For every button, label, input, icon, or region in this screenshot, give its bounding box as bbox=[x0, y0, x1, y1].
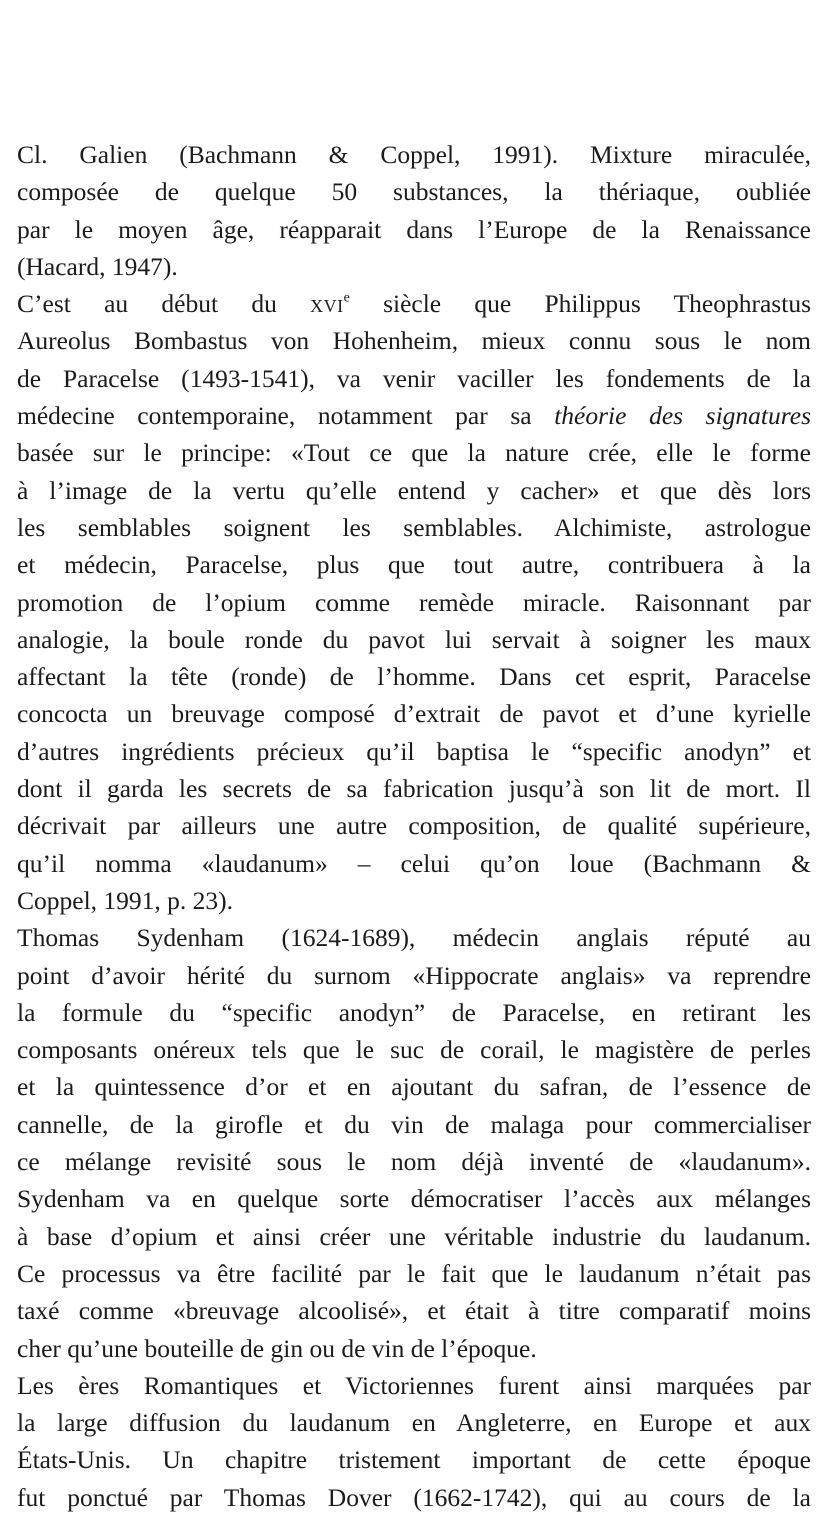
text-line: qu’il nomma «laudanum» – celui qu’on loue (Bachmann & bbox=[17, 848, 811, 878]
text-line: les semblables soignent les semblables. Alchimiste, astrologue bbox=[17, 512, 811, 542]
text-line: Sydenham va en quelque sorte démocratiser l’accès aux mélanges bbox=[17, 1184, 811, 1214]
text-fragment: siècle que Philippus Theophrastus bbox=[349, 289, 811, 319]
text-line: promotion de l’opium comme remède miracle. Raisonnant par bbox=[17, 587, 811, 617]
text-fragment: C’est au début du bbox=[17, 289, 311, 319]
text-line: Cl. Galien (Bachmann & Coppel, 1991). Mixture miraculée, bbox=[17, 140, 811, 169]
text-line: (Hacard, 1947). bbox=[17, 251, 178, 281]
paragraph-paracelse bbox=[17, 285, 811, 919]
text-line: cannelle, de la girofle et du vin de malaga pour commercialiser bbox=[17, 1109, 811, 1139]
italic-term: théorie des signatures bbox=[554, 401, 811, 431]
text-line: décrivait par ailleurs une autre composition, de qualité supérieure, bbox=[17, 811, 811, 841]
text-line: Les ères Romantiques et Victoriennes furent ainsi marquées par bbox=[17, 1370, 811, 1400]
text-line bbox=[17, 397, 811, 434]
paragraph-romantic-era bbox=[17, 1367, 811, 1516]
text-line: analogie, la boule ronde du pavot lui servait à soigner les maux bbox=[17, 624, 811, 654]
text-line bbox=[17, 285, 811, 322]
text-line: fut ponctué par Thomas Dover (1662-1742), qui au cours de la bbox=[17, 1482, 811, 1512]
text-line: et la quintessence d’or et en ajoutant du safran, de l’essence de bbox=[17, 1072, 811, 1102]
text-line: à l’image de la vertu qu’elle entend y cacher» et que dès lors bbox=[17, 475, 811, 505]
text-line: et médecin, Paracelse, plus que tout autre, contribuera à la bbox=[17, 550, 811, 580]
paragraph-galien bbox=[17, 136, 811, 285]
text-line: par le moyen âge, réapparait dans l’Europe de la Renaissance bbox=[17, 214, 811, 244]
text-line: dont il garda les secrets de sa fabrication jusqu’à son lit de mort. Il bbox=[17, 774, 811, 804]
text-line: composants onéreux tels que le suc de corail, le magistère de perles bbox=[17, 1035, 811, 1065]
text-line: de Paracelse (1493-1541), va venir vaciller les fondements de la bbox=[17, 363, 811, 393]
text-line: point d’avoir hérité du surnom «Hippocrate anglais» va reprendre bbox=[17, 960, 811, 990]
text-line: d’autres ingrédients précieux qu’il baptisa le “specific anodyn” et bbox=[17, 736, 811, 766]
text-line: États-Unis. Un chapitre tristement important de cette époque bbox=[17, 1445, 811, 1475]
text-line: la large diffusion du laudanum en Angleterre, en Europe et aux bbox=[17, 1408, 811, 1438]
century-superscript: e bbox=[343, 290, 350, 306]
text-line: ce mélange revisité sous le nom déjà inventé de «laudanum». bbox=[17, 1147, 811, 1177]
text-line: concocta un breuvage composé d’extrait de pavot et d’une kyrielle bbox=[17, 699, 811, 729]
text-line: affectant la tête (ronde) de l’homme. Dans cet esprit, Paracelse bbox=[17, 662, 811, 692]
text-line: Thomas Sydenham (1624-1689), médecin anglais réputé au bbox=[17, 923, 811, 953]
text-line: Coppel, 1991, p. 23). bbox=[17, 885, 234, 915]
text-line: Aureolus Bombastus von Hohenheim, mieux connu sous le nom bbox=[17, 326, 811, 356]
century-roman-numeral: xvi bbox=[310, 289, 344, 319]
text-line: taxé comme «breuvage alcoolisé», et était à titre comparatif moins bbox=[17, 1296, 811, 1326]
text-line: à base d’opium et ainsi créer une véritable industrie du laudanum. bbox=[17, 1221, 811, 1251]
text-line: composée de quelque 50 substances, la thériaque, oubliée bbox=[17, 177, 811, 207]
text-line: cher qu’une bouteille de gin ou de vin de l’époque. bbox=[17, 1333, 537, 1363]
text-fragment: médecine contemporaine, notamment par sa bbox=[17, 401, 555, 431]
body-text bbox=[17, 136, 811, 1516]
paragraph-sydenham bbox=[17, 919, 811, 1367]
text-line: Ce processus va être facilité par le fait que le laudanum n’était pas bbox=[17, 1258, 811, 1288]
text-line: la formule du “specific anodyn” de Paracelse, en retirant les bbox=[17, 997, 811, 1027]
text-line: basée sur le principe: «Tout ce que la nature crée, elle le forme bbox=[17, 438, 811, 468]
